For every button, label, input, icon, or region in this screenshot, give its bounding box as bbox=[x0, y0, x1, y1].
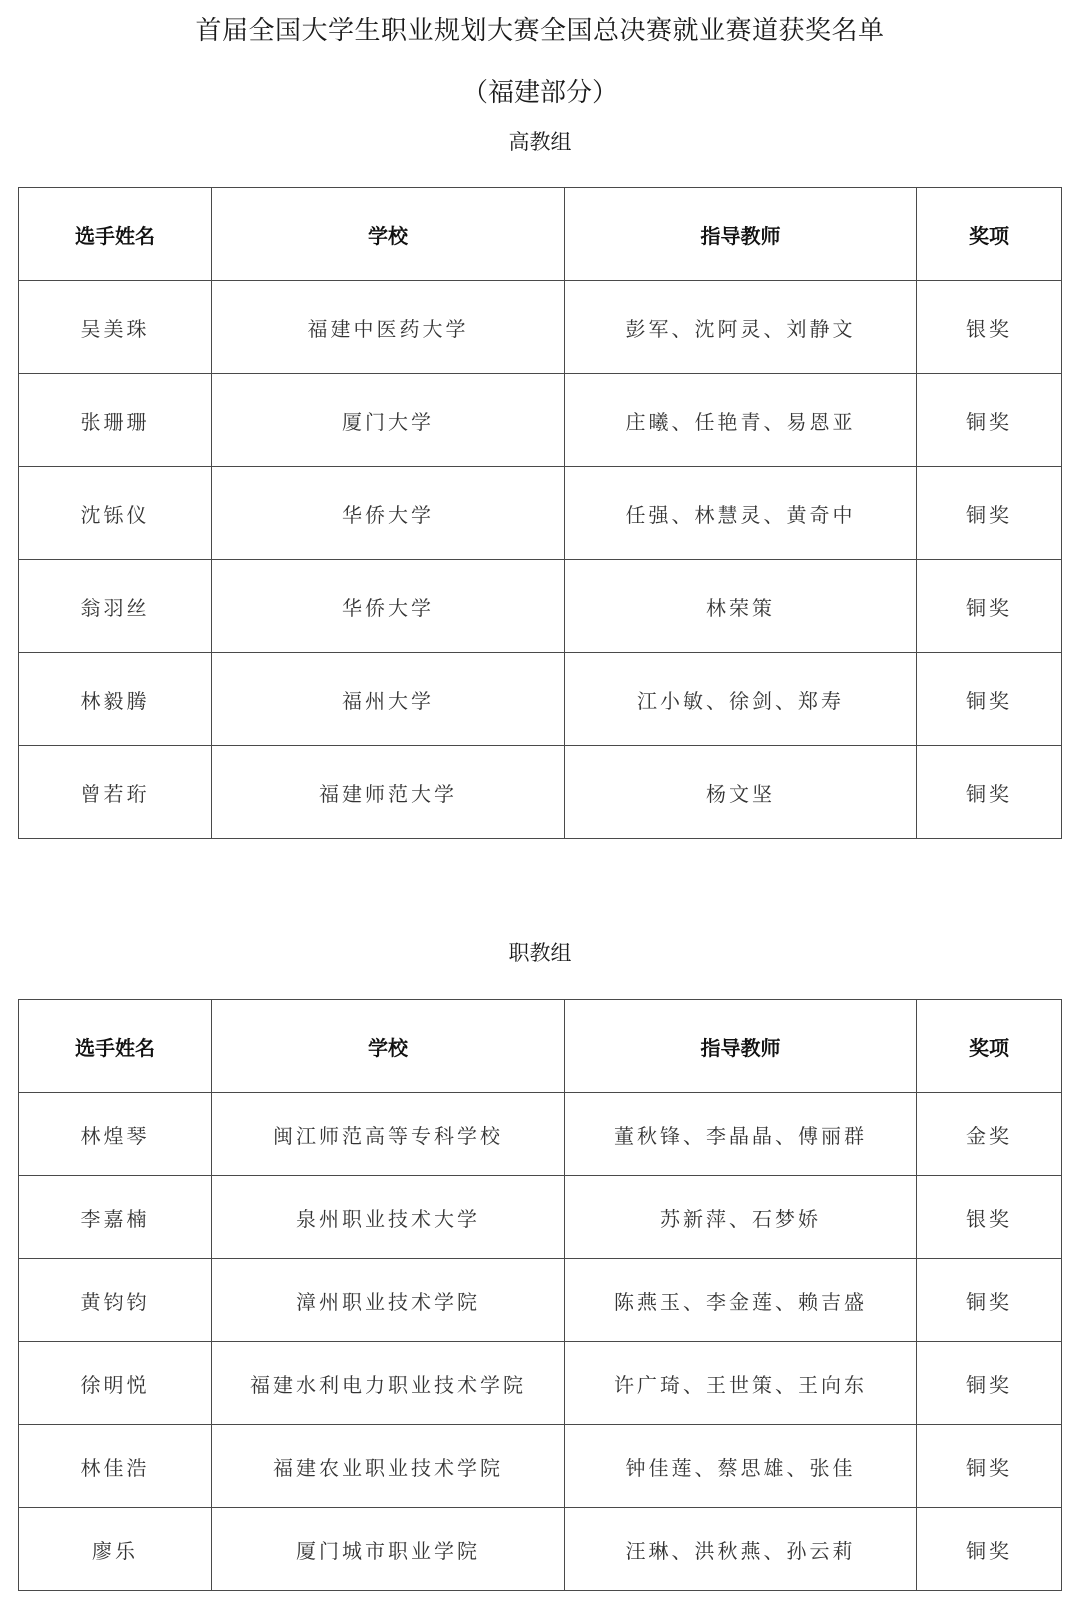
cell-name: 黄钧钧 bbox=[19, 1259, 212, 1342]
column-header-school: 学校 bbox=[212, 188, 565, 281]
cell-award: 铜奖 bbox=[917, 467, 1062, 560]
cell-name: 张珊珊 bbox=[19, 374, 212, 467]
cell-school: 福建师范大学 bbox=[212, 746, 565, 839]
cell-award: 铜奖 bbox=[917, 653, 1062, 746]
cell-advisors: 董秋锋、李晶晶、傅丽群 bbox=[565, 1093, 917, 1176]
cell-advisors: 苏新萍、石梦娇 bbox=[565, 1176, 917, 1259]
column-header-name: 选手姓名 bbox=[19, 188, 212, 281]
cell-name: 沈铄仪 bbox=[19, 467, 212, 560]
table-row bbox=[19, 653, 1062, 746]
cell-award: 铜奖 bbox=[917, 1259, 1062, 1342]
table-row bbox=[19, 1508, 1062, 1591]
table-row bbox=[19, 1342, 1062, 1425]
cell-award: 铜奖 bbox=[917, 1425, 1062, 1508]
cell-advisors: 汪琳、洪秋燕、孙云莉 bbox=[565, 1508, 917, 1591]
award-table-vocational-education bbox=[18, 999, 1062, 1591]
cell-advisors: 杨文坚 bbox=[565, 746, 917, 839]
table-row bbox=[19, 1425, 1062, 1508]
cell-award: 铜奖 bbox=[917, 374, 1062, 467]
cell-school: 厦门城市职业学院 bbox=[212, 1508, 565, 1591]
table-row bbox=[19, 374, 1062, 467]
award-table-higher-education bbox=[18, 187, 1062, 839]
table-row bbox=[19, 746, 1062, 839]
cell-award: 铜奖 bbox=[917, 560, 1062, 653]
cell-advisors: 钟佳莲、蔡思雄、张佳 bbox=[565, 1425, 917, 1508]
cell-advisors: 任强、林慧灵、黄奇中 bbox=[565, 467, 917, 560]
column-header-award: 奖项 bbox=[917, 1000, 1062, 1093]
table-header-row bbox=[19, 1000, 1062, 1093]
cell-advisors: 彭军、沈阿灵、刘静文 bbox=[565, 281, 917, 374]
table-row bbox=[19, 560, 1062, 653]
cell-name: 吴美珠 bbox=[19, 281, 212, 374]
cell-name: 曾若珩 bbox=[19, 746, 212, 839]
cell-school: 泉州职业技术大学 bbox=[212, 1176, 565, 1259]
document-title: 首届全国大学生职业规划大赛全国总决赛就业赛道获奖名单 bbox=[195, 16, 885, 46]
cell-award: 铜奖 bbox=[917, 1508, 1062, 1591]
column-header-advisors: 指导教师 bbox=[565, 188, 917, 281]
cell-school: 福建农业职业技术学院 bbox=[212, 1425, 565, 1508]
cell-advisors: 庄曦、任艳青、易恩亚 bbox=[565, 374, 917, 467]
column-header-school: 学校 bbox=[212, 1000, 565, 1093]
column-header-name: 选手姓名 bbox=[19, 1000, 212, 1093]
cell-school: 福建中医药大学 bbox=[212, 281, 565, 374]
cell-school: 漳州职业技术学院 bbox=[212, 1259, 565, 1342]
cell-name: 翁羽丝 bbox=[19, 560, 212, 653]
cell-school: 福州大学 bbox=[212, 653, 565, 746]
cell-name: 李嘉楠 bbox=[19, 1176, 212, 1259]
cell-school: 厦门大学 bbox=[212, 374, 565, 467]
cell-advisors: 陈燕玉、李金莲、赖吉盛 bbox=[565, 1259, 917, 1342]
cell-award: 铜奖 bbox=[917, 1342, 1062, 1425]
cell-name: 林毅腾 bbox=[19, 653, 212, 746]
table-header-row bbox=[19, 188, 1062, 281]
cell-name: 林佳浩 bbox=[19, 1425, 212, 1508]
cell-school: 闽江师范高等专科学校 bbox=[212, 1093, 565, 1176]
cell-school: 华侨大学 bbox=[212, 560, 565, 653]
cell-award: 银奖 bbox=[917, 281, 1062, 374]
cell-name: 廖乐 bbox=[19, 1508, 212, 1591]
column-header-advisors: 指导教师 bbox=[565, 1000, 917, 1093]
group-label-higher-education: 高教组 bbox=[508, 130, 572, 154]
cell-advisors: 江小敏、徐剑、郑寿 bbox=[565, 653, 917, 746]
table-row bbox=[19, 1093, 1062, 1176]
table-row bbox=[19, 281, 1062, 374]
cell-advisors: 林荣策 bbox=[565, 560, 917, 653]
group-label-vocational-education: 职教组 bbox=[508, 941, 572, 965]
table-row bbox=[19, 1176, 1062, 1259]
cell-advisors: 许广琦、王世策、王向东 bbox=[565, 1342, 917, 1425]
cell-award: 银奖 bbox=[917, 1176, 1062, 1259]
table-row bbox=[19, 1259, 1062, 1342]
column-header-award: 奖项 bbox=[917, 188, 1062, 281]
cell-name: 徐明悦 bbox=[19, 1342, 212, 1425]
cell-school: 华侨大学 bbox=[212, 467, 565, 560]
cell-school: 福建水利电力职业技术学院 bbox=[212, 1342, 565, 1425]
cell-award: 金奖 bbox=[917, 1093, 1062, 1176]
cell-name: 林煌琴 bbox=[19, 1093, 212, 1176]
cell-award: 铜奖 bbox=[917, 746, 1062, 839]
document-subtitle: （福建部分） bbox=[461, 78, 618, 108]
table-row bbox=[19, 467, 1062, 560]
